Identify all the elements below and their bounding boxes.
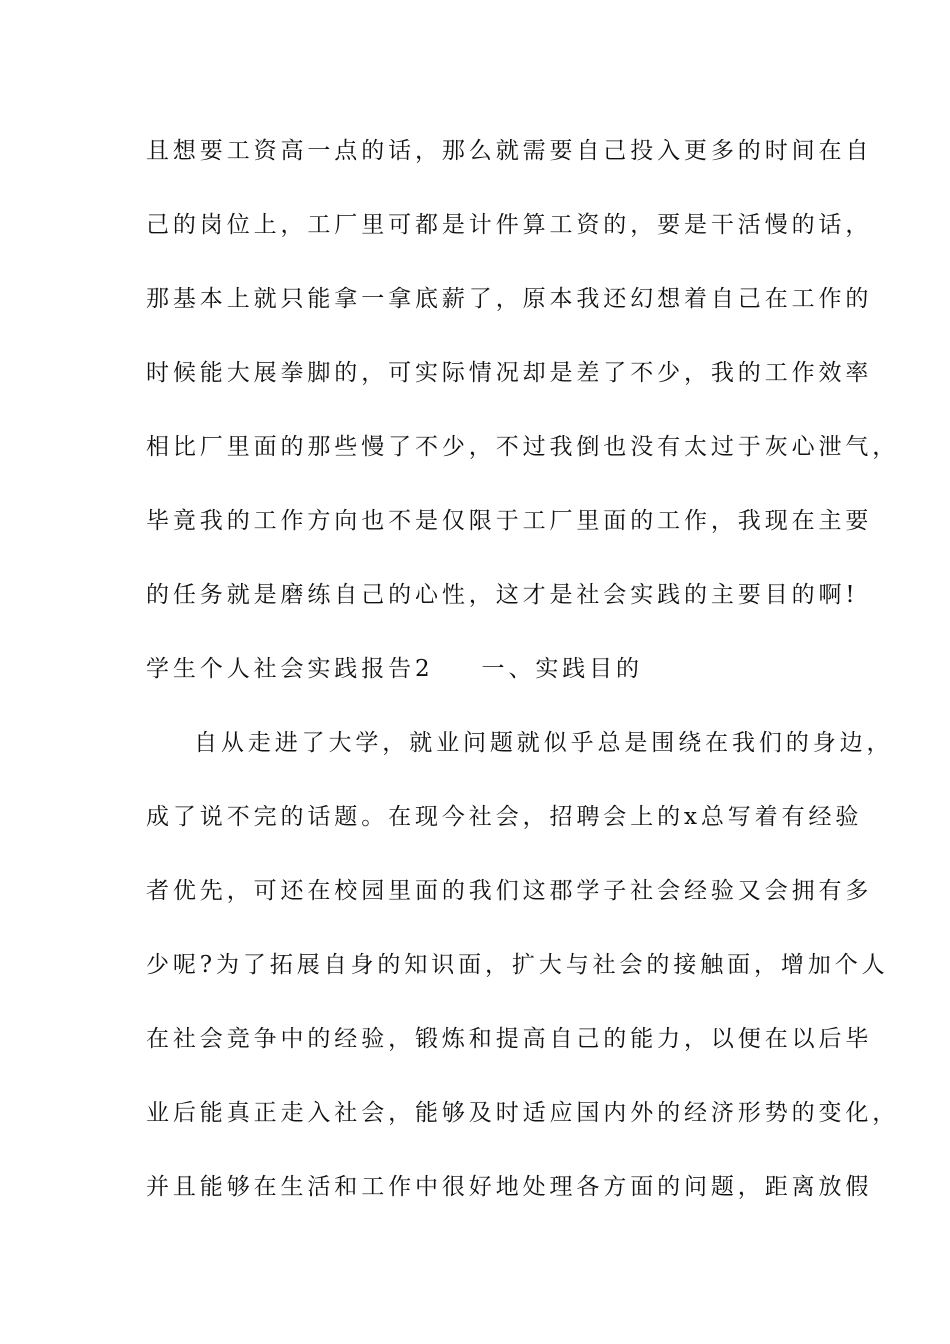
paragraph-line: 并且能够在生活和工作中很好地处理各方面的问题，距离放假	[146, 1174, 873, 1200]
paragraph-line: 者优先，可还在校园里面的我们这郡学子社会经验又会拥有多	[146, 878, 873, 904]
paragraph-line: 自从走进了大学，就业问题就似乎总是围绕在我们的身边，	[194, 730, 894, 756]
paragraph-line: 成了说不完的话题。在现今社会，招聘会上的x总写着有经验	[146, 804, 863, 830]
paragraph-line: 时候能大展拳脚的，可实际情况却是差了不少，我的工作效率	[146, 360, 873, 386]
paragraph-line: 相比厂里面的那些慢了不少，不过我倒也没有太过于灰心泄气，	[146, 434, 900, 460]
paragraph-line: 且想要工资高一点的话，那么就需要自己投入更多的时间在自	[146, 138, 873, 164]
report-title: 学生个人社会实践报告2	[146, 656, 434, 682]
paragraph-line: 毕竟我的工作方向也不是仅限于工厂里面的工作，我现在主要	[146, 508, 873, 534]
paragraph-line: 的任务就是磨练自己的心性，这才是社会实践的主要目的啊!	[146, 582, 859, 608]
paragraph-line: 己的岗位上，工厂里可都是计件算工资的，要是干活慢的话，	[146, 212, 873, 238]
section-title: 一、实践目的	[481, 656, 643, 682]
section-heading	[146, 654, 836, 684]
paragraph-line: 那基本上就只能拿一拿底薪了，原本我还幻想着自己在工作的	[146, 286, 873, 312]
paragraph-line: 业后能真正走入社会，能够及时适应国内外的经济形势的变化，	[146, 1100, 900, 1126]
paragraph-line: 在社会竞争中的经验，锻炼和提高自己的能力，以便在以后毕	[146, 1026, 873, 1052]
paragraph-line: 少呢?为了拓展自身的知识面，扩大与社会的接触面，增加个人	[146, 952, 889, 978]
